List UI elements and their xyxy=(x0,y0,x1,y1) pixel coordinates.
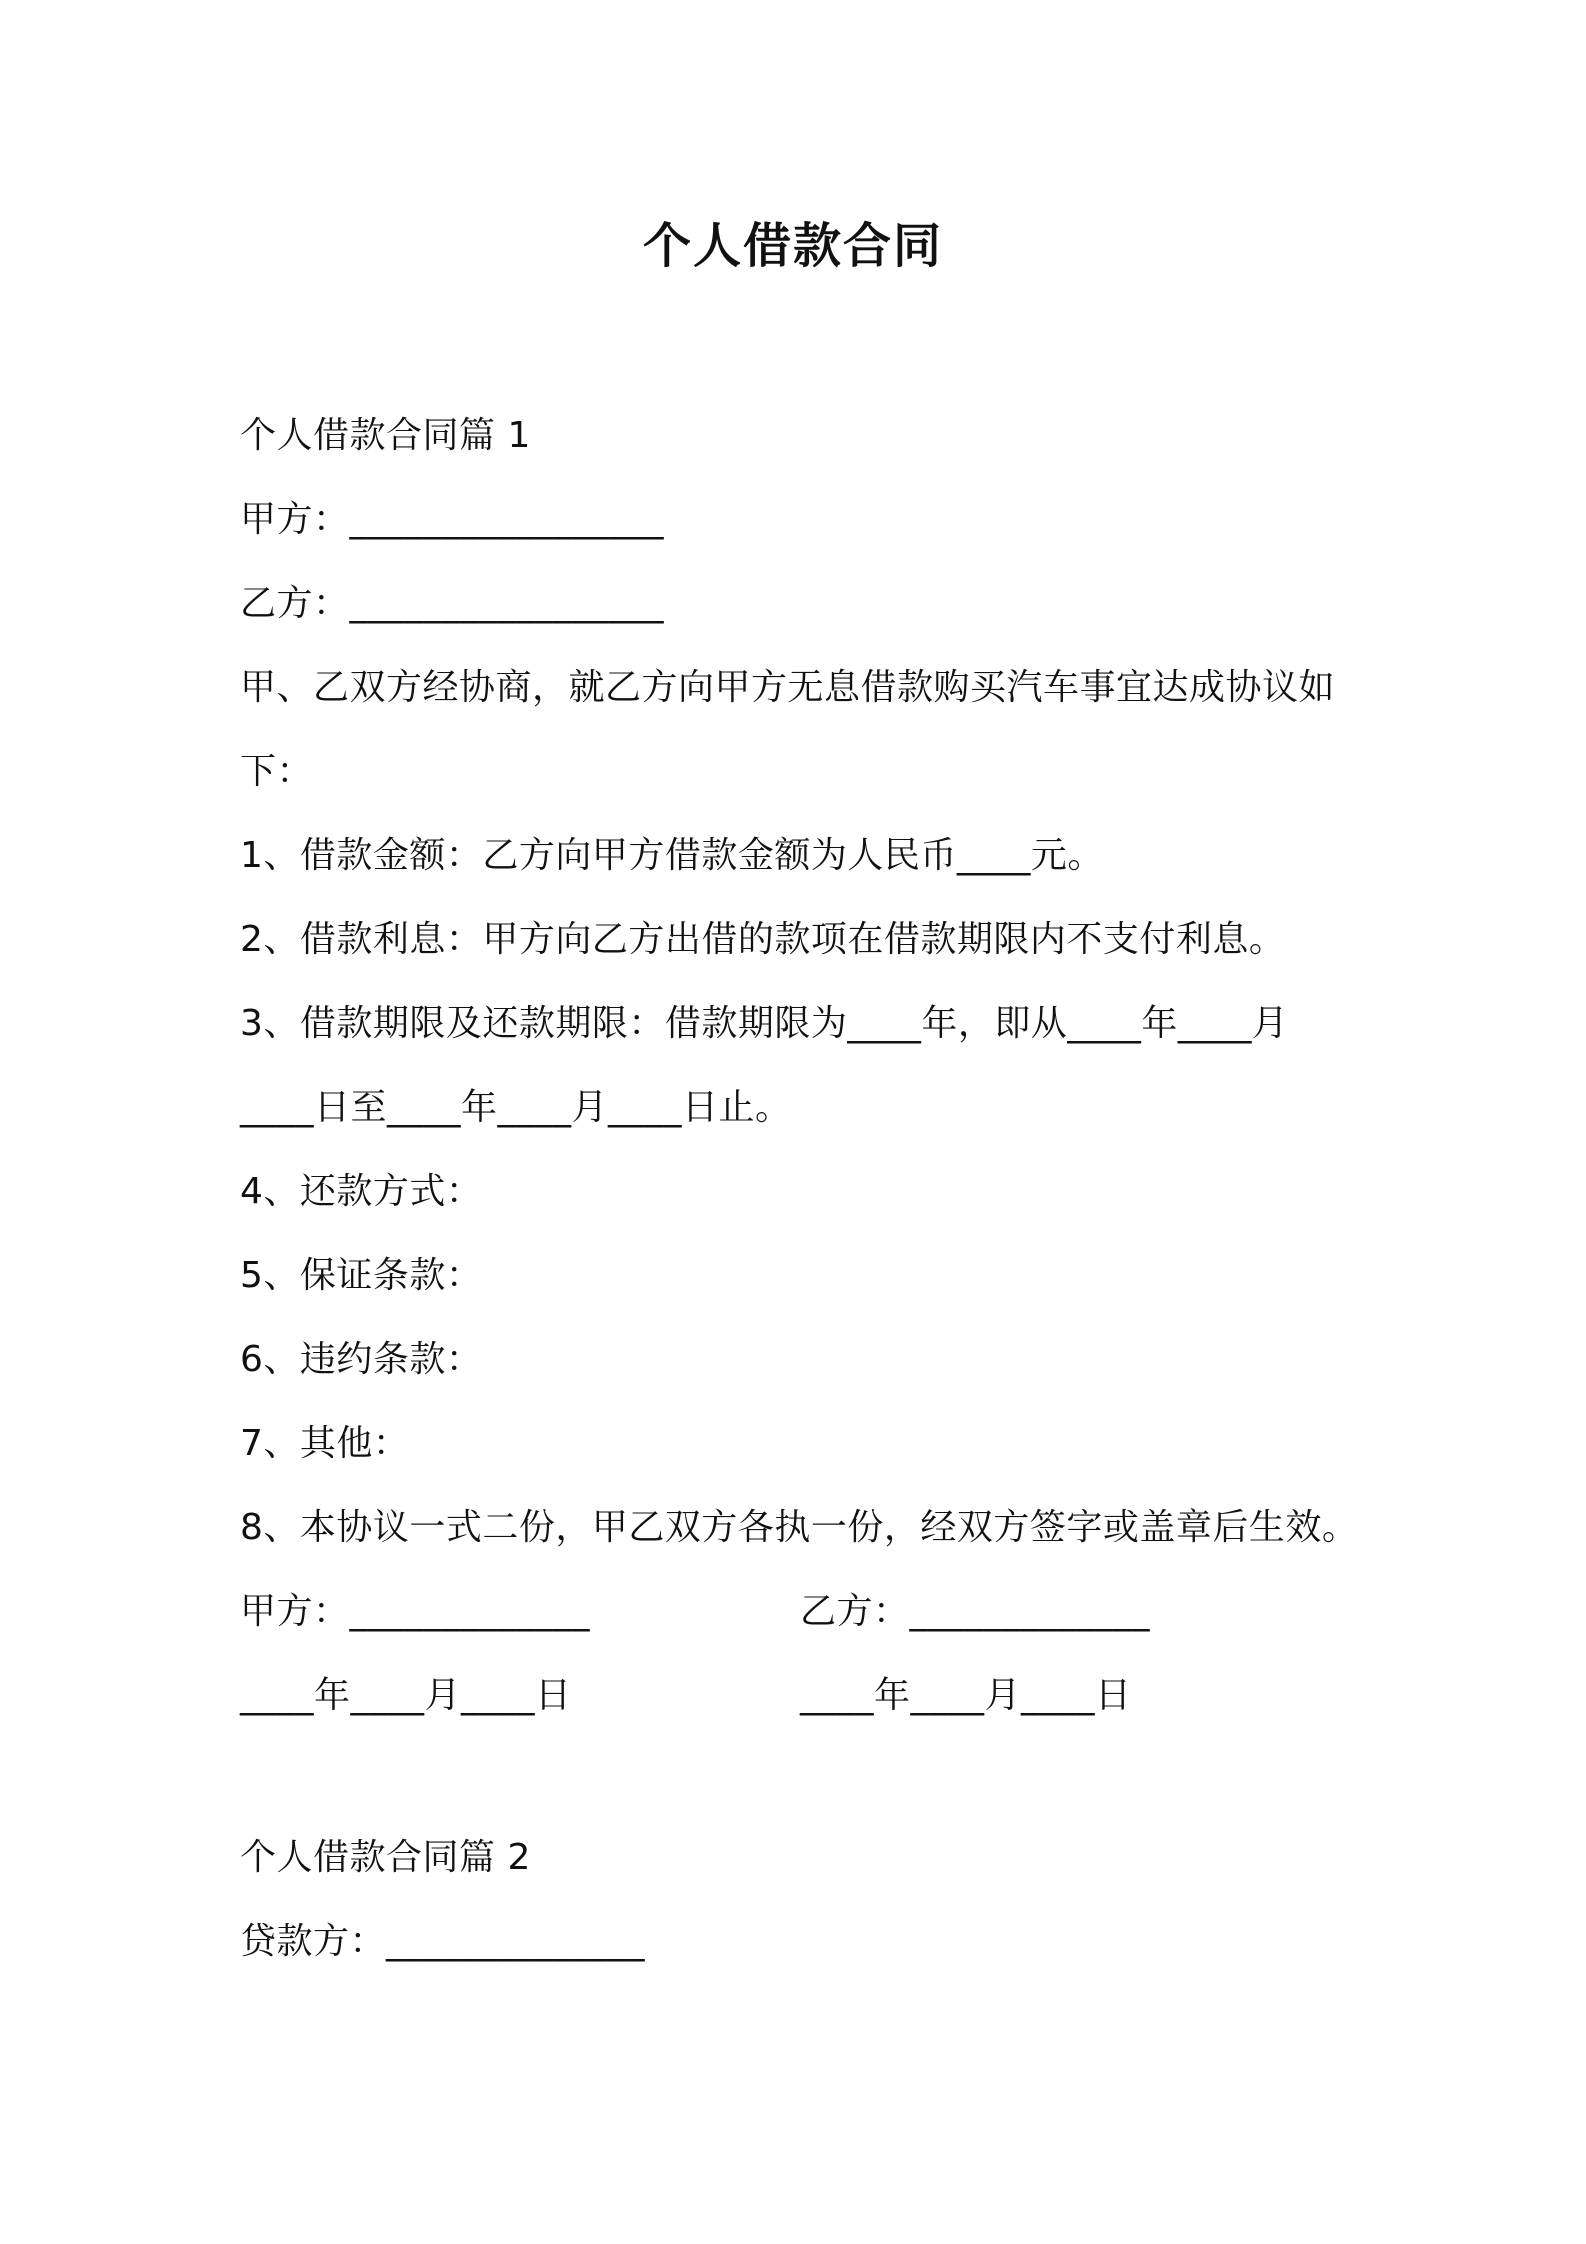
section-heading-1: 个人借款合同篇 1 xyxy=(240,415,531,456)
intro-paragraph-line-2: 下： xyxy=(240,751,314,792)
clause-7: 7、其他： xyxy=(240,1423,410,1464)
clause-1: 1、借款金额：乙方向甲方借款金额为人民币____元。 xyxy=(240,835,1104,876)
signature-date-a: ____年____月____日 xyxy=(240,1675,572,1716)
intro-paragraph-line-1: 甲、乙双方经协商，就乙方向甲方无息借款购买汽车事宜达成协议如 xyxy=(240,667,1336,708)
lender-line: 贷款方：______________ xyxy=(240,1921,646,1962)
section-heading-2: 个人借款合同篇 2 xyxy=(240,1837,531,1878)
signature-party-a: 甲方：_____________ xyxy=(240,1591,591,1632)
party-b-line: 乙方：_________________ xyxy=(240,583,665,624)
party-a-line: 甲方：_________________ xyxy=(240,499,665,540)
clause-4: 4、还款方式： xyxy=(240,1171,483,1212)
signature-party-b: 乙方：_____________ xyxy=(800,1591,1151,1632)
clause-6: 6、违约条款： xyxy=(240,1339,483,1380)
signature-date-b: ____年____月____日 xyxy=(800,1675,1132,1716)
clause-3-line-2: ____日至____年____月____日止。 xyxy=(240,1087,792,1128)
clause-2: 2、借款利息：甲方向乙方出借的款项在借款期限内不支付利息。 xyxy=(240,919,1286,960)
clause-8: 8、本协议一式二份，甲乙双方各执一份，经双方签字或盖章后生效。 xyxy=(240,1507,1359,1548)
document-title: 个人借款合同 xyxy=(642,218,943,274)
clause-5: 5、保证条款： xyxy=(240,1255,483,1296)
clause-3-line-1: 3、借款期限及还款期限：借款期限为____年，即从____年____月 xyxy=(240,1003,1289,1044)
